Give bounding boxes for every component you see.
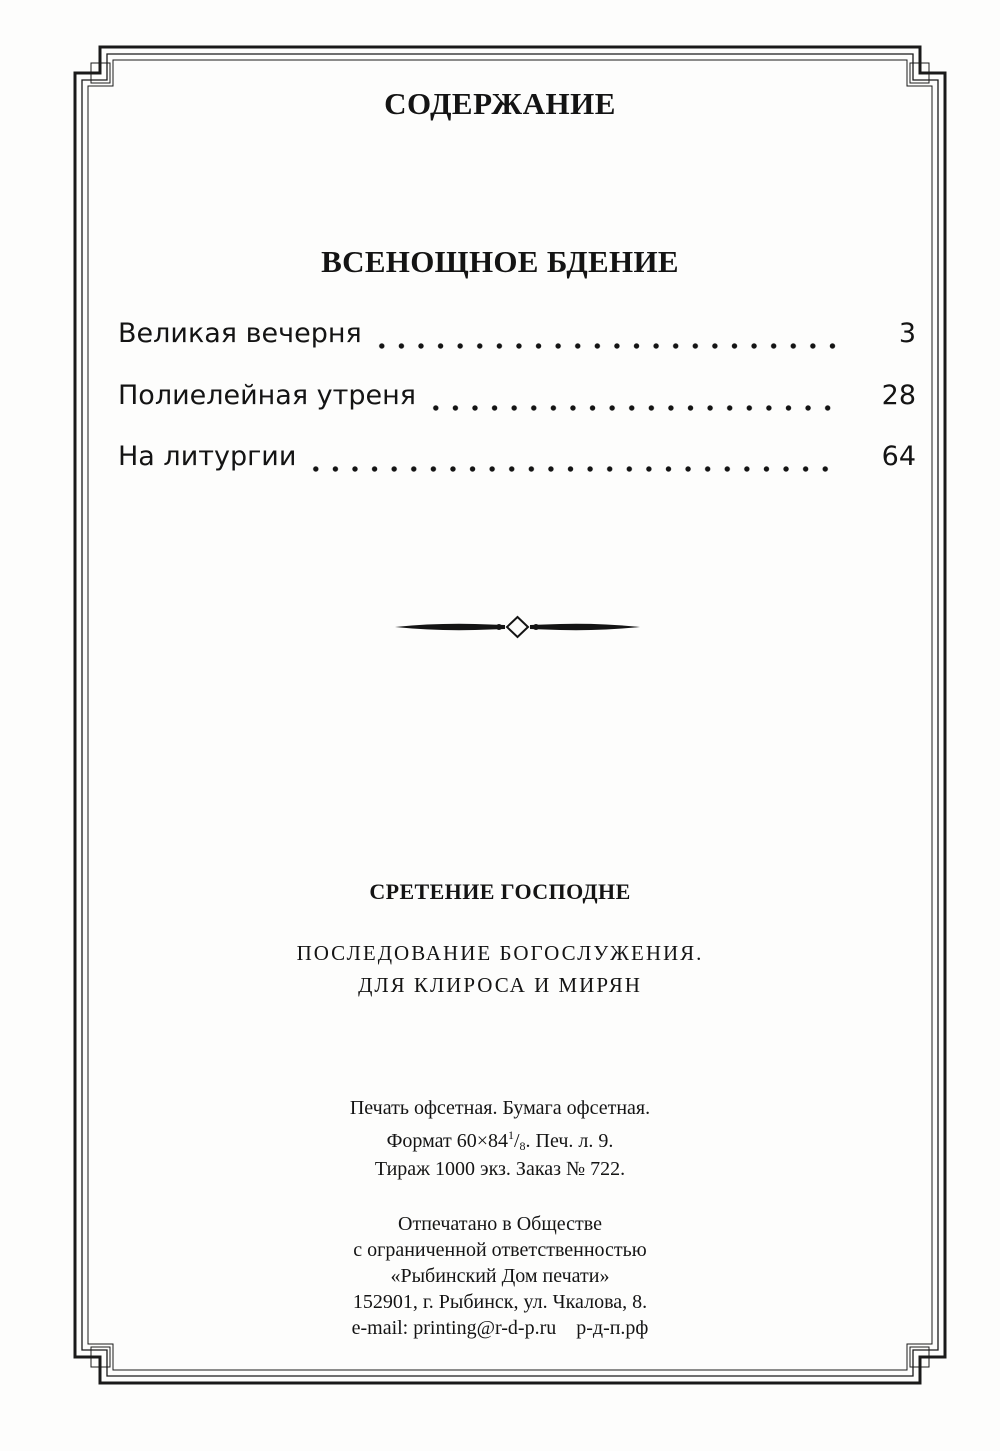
- toc-entry-page: 3: [898, 318, 916, 349]
- toc-entry: [118, 441, 916, 481]
- format-slash: /: [513, 1130, 520, 1152]
- section-title: ВСЕНОЩНОЕ БДЕНИЕ: [321, 244, 679, 279]
- printer-website: р-д-п.рф: [576, 1317, 649, 1339]
- ornament-divider: [395, 614, 640, 640]
- toc-entry-title: Великая вечерня: [118, 318, 362, 349]
- toc-entry: [118, 318, 916, 358]
- format-numerator: 1: [507, 1128, 514, 1142]
- print-info-line: Печать офсетная. Бумага офсетная.: [349, 1097, 651, 1119]
- format-prefix: Формат 60×84: [386, 1130, 508, 1152]
- toc-entry-page: 28: [881, 380, 916, 411]
- printer-info-line: с ограниченной ответственностью: [353, 1239, 647, 1261]
- printer-info-line: Отпечатано в Обществе: [398, 1213, 602, 1235]
- book-title: СРЕТЕНИЕ ГОСПОДНЕ: [369, 879, 631, 904]
- printer-contacts: [0, 1317, 1000, 1340]
- subtitle-line: ДЛЯ КЛИРОСА И МИРЯН: [358, 973, 642, 997]
- toc-entry-title: Полиелейная утреня: [118, 380, 417, 411]
- format-suffix: . Печ. л. 9.: [525, 1130, 614, 1152]
- print-info-line: Тираж 1000 экз. Заказ № 722.: [374, 1158, 626, 1180]
- toc-entry: [118, 380, 916, 420]
- print-format-line: [0, 1128, 1000, 1154]
- contents-title: СОДЕРЖАНИЕ: [384, 86, 616, 121]
- toc-leader-dots: [426, 405, 836, 411]
- printer-name: «Рыбинский Дом печати»: [390, 1265, 610, 1287]
- subtitle-line: ПОСЛЕДОВАНИЕ БОГОСЛУЖЕНИЯ.: [296, 941, 704, 965]
- printer-email: e-mail: printing@r-d-p.ru: [351, 1317, 557, 1339]
- toc-leader-dots: [372, 343, 836, 349]
- printer-address: 152901, г. Рыбинск, ул. Чкалова, 8.: [352, 1291, 648, 1313]
- toc-entry-title: На литургии: [118, 441, 297, 472]
- toc-entry-page: 64: [881, 441, 916, 472]
- format-denominator: 8: [519, 1139, 526, 1153]
- toc-leader-dots: [306, 466, 836, 472]
